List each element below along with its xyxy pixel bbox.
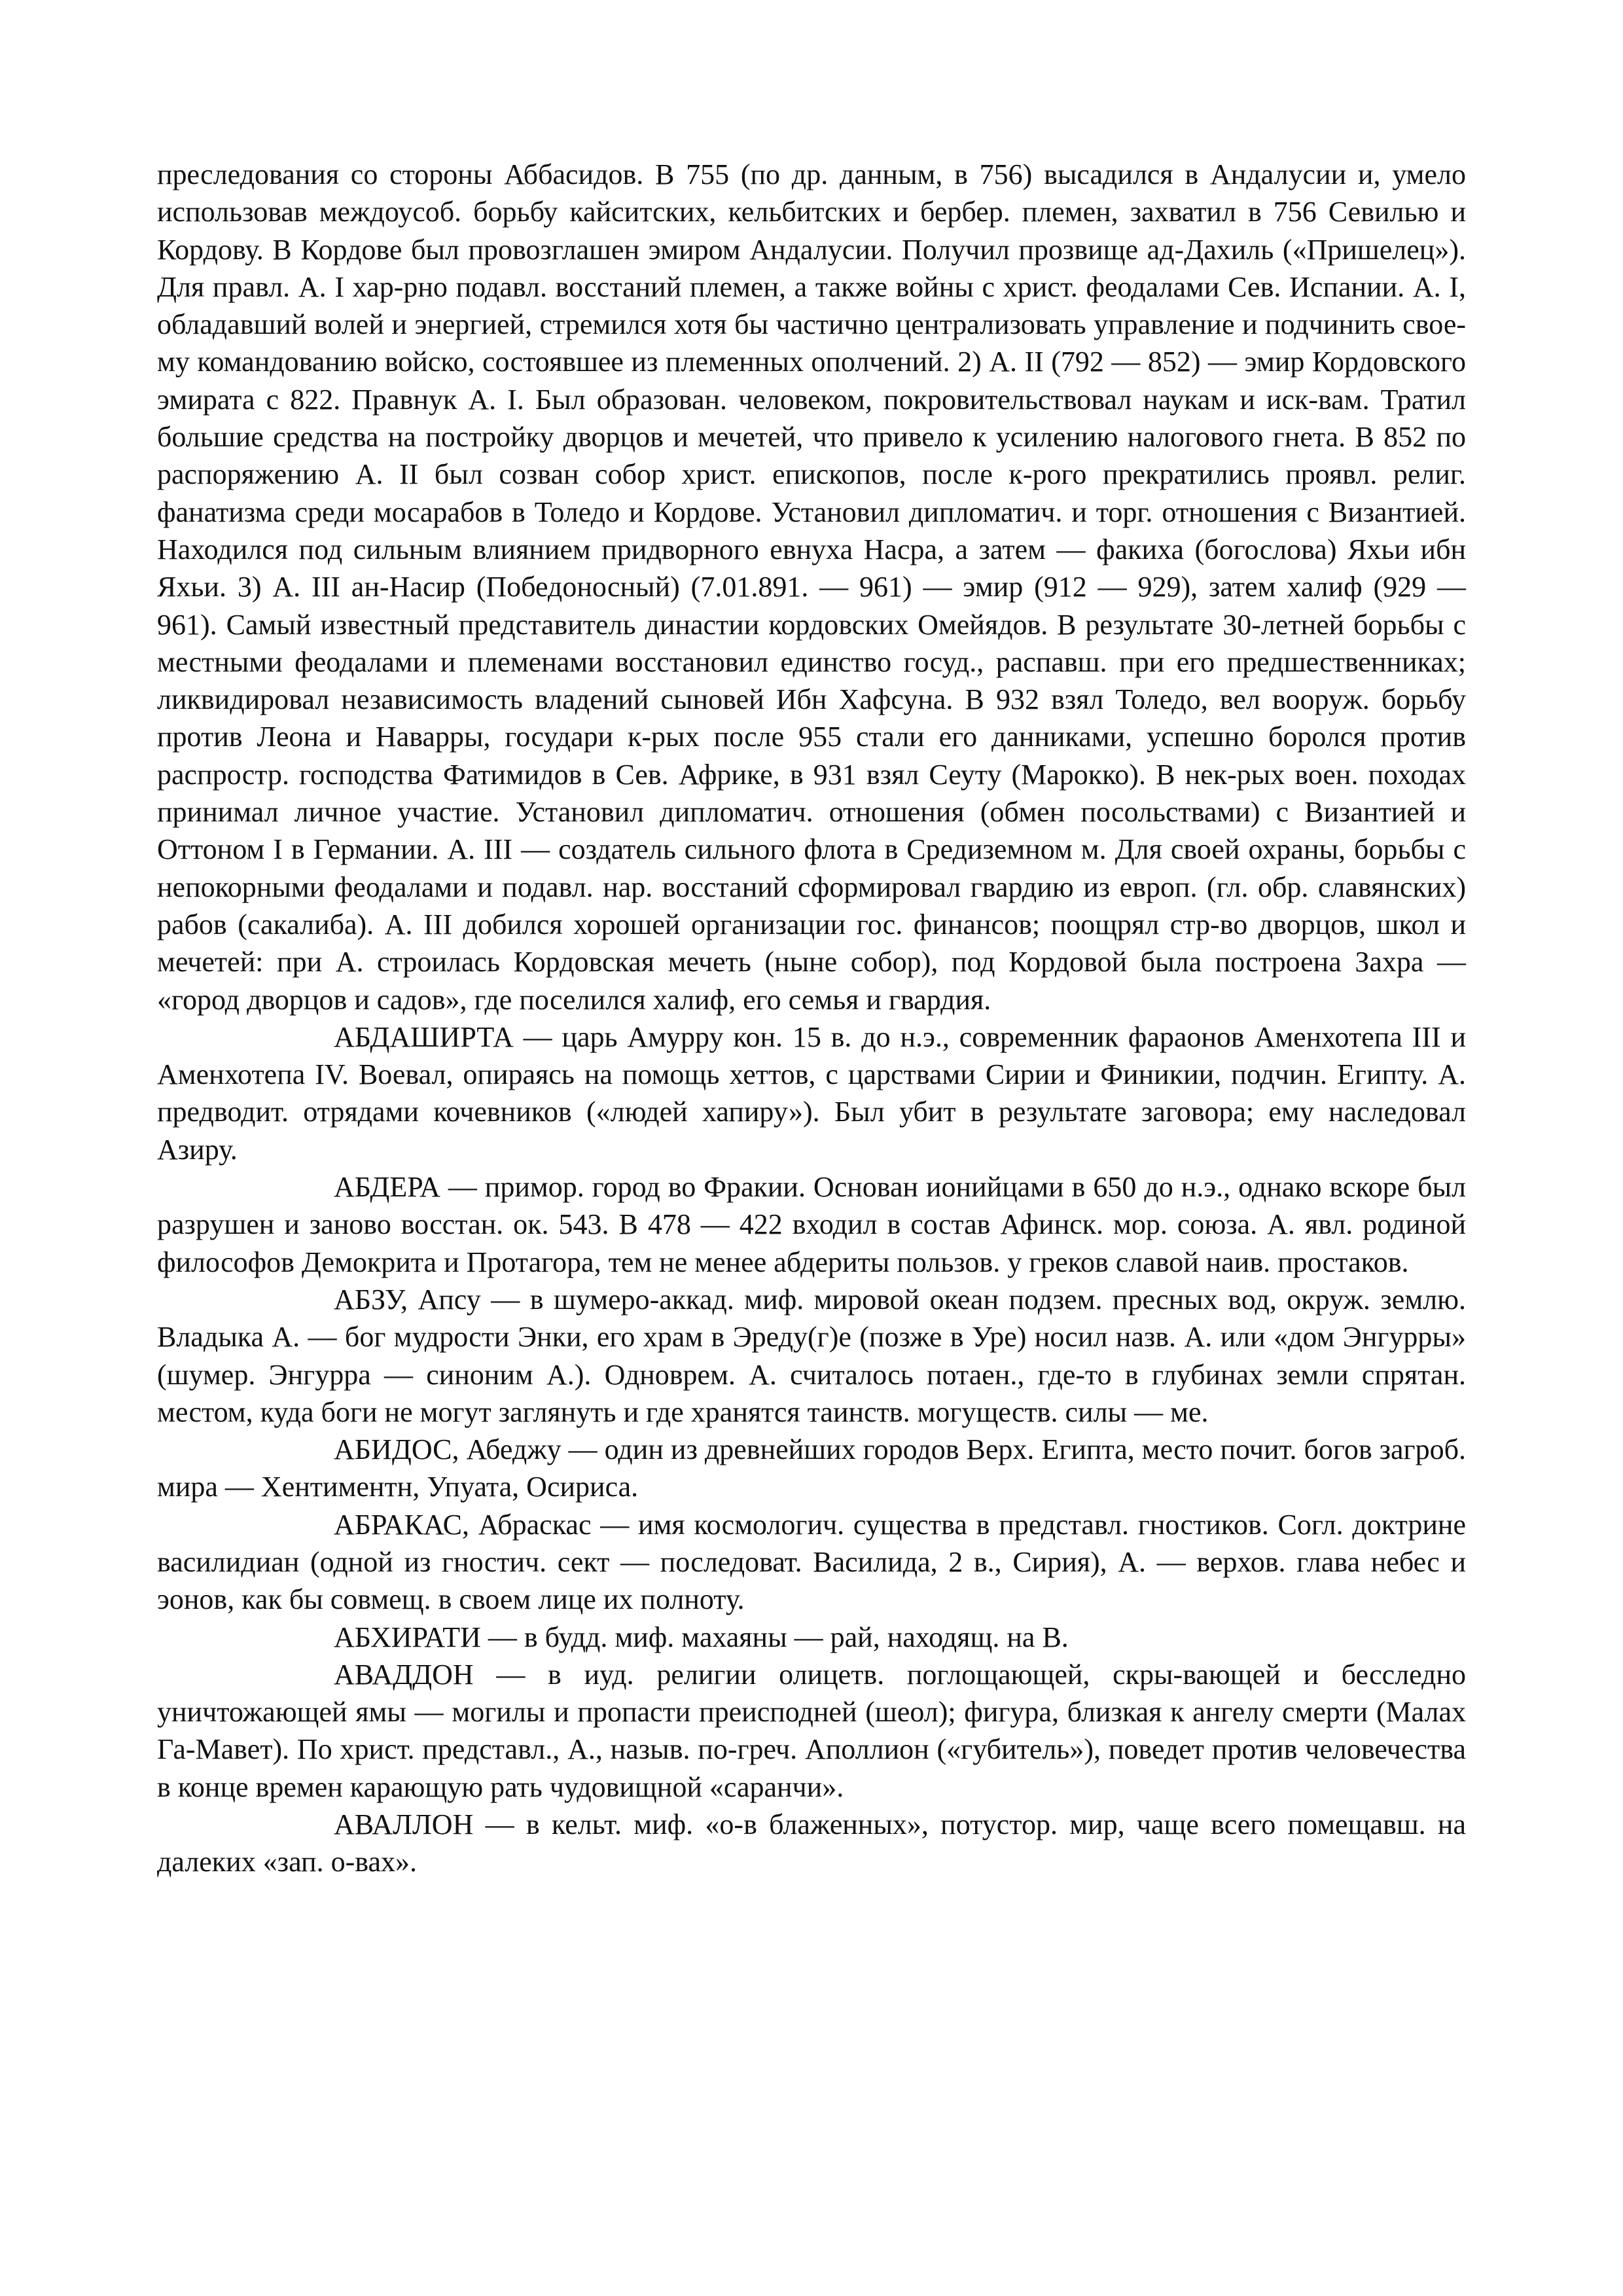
entry-abkhirati: АБХИРАТИ — в будд. миф. махаяны — рай, находящ. на В.: [334, 1621, 1069, 1653]
entry-abidos: АБИДОС, Абеджу — один из древнейших городов Верх. Египта, место почит. богов загроб. мира — Хентиментн, Упуата, Осириса.: [157, 1433, 1466, 1503]
entry-abdashirta: АБДАШИРТА — царь Амурру кон. 15 в. до н.э., современник фараонов Аменхотепа III и Аменхотепа IV. Воевал, опираясь на помощь хеттов, с царствами Сирии и Финикии, подчин. Египту. А. предводит. отрядами кочевников («людей хапиру»). Был убит в результате заговора; ему наследовал Азиру.: [157, 1020, 1466, 1166]
entry-abrakas: АБРАКАС, Абраскас — имя космологич. существа в представл. гностиков. Согл. доктрине василидиан (одной из гностич. сект — последоват. Василида, 2 в., Сирия), А. — верхов. глава небес и эонов, как бы совмещ. в своем лице их полноту.: [157, 1508, 1466, 1616]
entry-avaddon: АВАДДОН — в иуд. религии олицетв. поглощающей, скры-вающей и бесследно уничтожающей ямы — могилы и пропасти преисподней (шеол); фигура, близкая к ангелу смерти (Малах Га-Мавет). По христ. представл., А., назыв. по-греч. Аполлион («губитель»), поведет против человечества в конце времен карающую рать чудовищной «саранчи».: [157, 1658, 1466, 1803]
entry-abdera: АБДЕРА — примор. город во Фракии. Основан ионийцами в 650 до н.э., однако вскоре был разрушен и заново восстан. ок. 543. В 478 — 422 входил в состав Афинск. мор. союза. А. явл. родиной философов Демокрита и Протагора, тем не менее абдериты пользов. у греков славой наив. простаков.: [157, 1171, 1466, 1278]
entry-paragraph-continued: преследования со стороны Аббасидов. В 755 (по др. данным, в 756) высадился в Андалусии и, умело использовав междоусоб. борьбу кайситских, кельбитских и бербер. племен, захватил в 756 Севилью и Кордову. В Кордове был провозглашен эмиром Андалусии. Получил прозвище ад-Дахиль («Пришелец»). Для правл. А. I хар-рно подавл. восстаний племен, а также войны с христ. феодалами Сев. Испании. А. I, обладавший волей и энергией, стремился хотя бы частично централизовать управление и подчинить свое-му командованию войско, состоявшее из племенных ополчений. 2) А. II (792 — 852) — эмир Кордовского эмирата с 822. Правнук А. I. Был образован. человеком, покровительствовал наукам и иск-вам. Тратил большие средства на постройку дворцов и мечетей, что привело к усилению налогового гнета. В 852 по распоряжению А. II был созван собор христ. епископов, после к-рого прекратились проявл. религ. фанатизма среди мосарабов в Толедо и Кордове. Установил дипломатич. и торг. отношения с Византией. Находился под сильным влиянием придворного евнуха Насра, а затем — факиха (богослова) Яхьи ибн Яхьи. 3) А. III ан-Насир (Победоносный) (7.01.891. — 961) — эмир (912 — 929), затем халиф (929 — 961). Самый известный представитель династии кордовских Омейядов. В результате 30-летней борьбы с местными феодалами и племенами восстановил единство госуд., распавш. при его предшественниках; ликвидировал независимость владений сыновей Ибн Хафсуна. В 932 взял Толедо, вел вооруж. борьбу против Леона и Наварры, государи к-рых после 955 стали его данниками, успешно боролся против распростр. господства Фатимидов в Сев. Африке, в 931 взял Сеуту (Марокко). В нек-рых воен. походах принимал личное участие. Установил дипломатич. отношения (обмен посольствами) с Византией и Оттоном I в Германии. А. III — создатель сильного флота в Средиземном м. Для своей охраны, борьбы с непокорными феодалами и подавл. нар. восстаний сформировал гвардию из европ. (гл. обр. славянских) рабов (сакалиба). А. III добился хорошей организации гос. финансов; поощрял стр-во дворцов, школ и мечетей: при А. строилась Кордовская мечеть (ныне собор), под Кордовой была построена Захра — «город дворцов и садов», где поселился халиф, его семья и гвардия.: [157, 158, 1466, 1016]
document-page: [157, 156, 1466, 1881]
entry-avallon: АВАЛЛОН — в кельт. миф. «о-в блаженных», потустор. мир, чаще всего помещавш. на далеких «зап. о-вах».: [157, 1808, 1466, 1878]
entry-abzu: АБЗУ, Апсу — в шумеро-аккад. миф. мировой океан подзем. пресных вод, окруж. землю. Владыка А. — бог мудрости Энки, его храм в Эреду(г)е (позже в Уре) носил назв. А. или «дом Энгурры» (шумер. Энгурра — синоним А.). Одноврем. А. считалось потаен., где-то в глубинах земли спрятан. местом, куда боги не могут заглянуть и где хранятся таинств. могуществ. силы — ме.: [157, 1283, 1466, 1428]
